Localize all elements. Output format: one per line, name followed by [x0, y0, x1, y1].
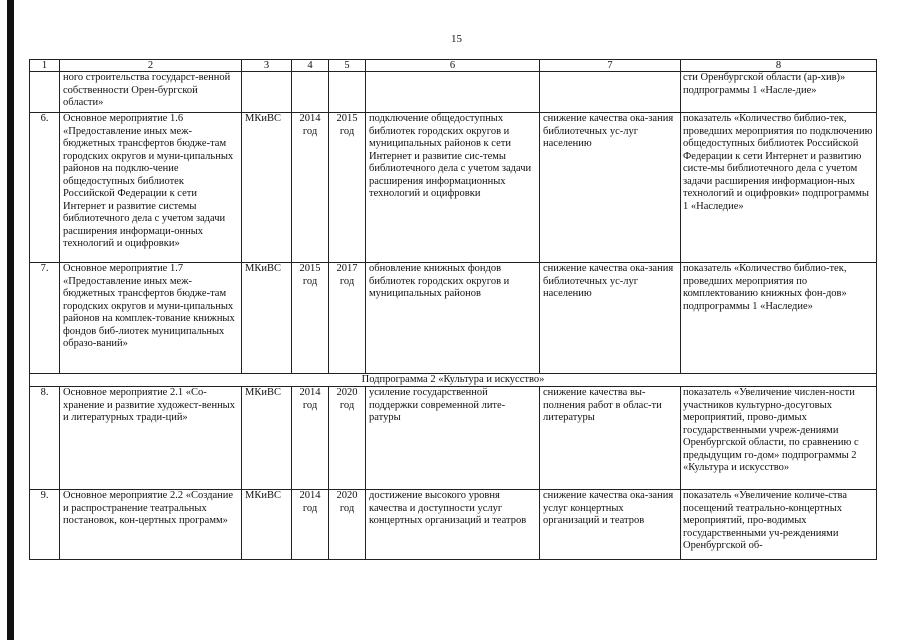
col-header: 5	[329, 60, 366, 72]
cell-result: обновление книжных фондов библиотек городских округов и муниципальных районов	[366, 263, 540, 374]
cell-end: 2017 год	[329, 263, 366, 374]
cell-number: 7.	[30, 263, 60, 374]
cell-measure: ного строительства государст-венной собственности Орен-бургской области»	[60, 72, 242, 113]
scan-edge-bar	[7, 0, 14, 640]
cell-start: 2014 год	[292, 387, 329, 490]
cell-number	[30, 72, 60, 113]
col-header: 2	[60, 60, 242, 72]
cell-executor: МКиВС	[242, 387, 292, 490]
cell-executor	[242, 72, 292, 113]
cell-end: 2020 год	[329, 387, 366, 490]
cell-result: усиление государственной поддержки современной лите-ратуры	[366, 387, 540, 490]
col-header: 4	[292, 60, 329, 72]
header-row	[30, 60, 877, 72]
cell-result	[366, 72, 540, 113]
subprogram-title: Подпрограмма 2 «Культура и искусство»	[30, 374, 877, 387]
cell-indicator: показатель «Увеличение числен-ности участников культурно-досуговых мероприятий, прово-димых государственными учреж-дениями Оренбургской области, по сравнению с предыдущим го-дом» подпрограммы 2 «Культура и искусство»	[681, 387, 877, 490]
cell-number: 6.	[30, 113, 60, 263]
table-row	[30, 263, 877, 374]
cell-indicator: показатель «Увеличение количе-ства посещений театрально-концертных мероприятий, про-водимых государственными уч-реждениями Оренбургской об-	[681, 490, 877, 560]
cell-end: 2015 год	[329, 113, 366, 263]
col-header: 3	[242, 60, 292, 72]
cell-executor: МКиВС	[242, 263, 292, 374]
subprogram-row	[30, 374, 877, 387]
page-number: 15	[451, 33, 462, 45]
cell-start: 2014 год	[292, 490, 329, 560]
cell-indicator: сти Оренбургской области (ар-хив)» подпрограммы 1 «Насле-дие»	[681, 72, 877, 113]
continuation-row	[30, 72, 877, 113]
cell-number: 9.	[30, 490, 60, 560]
cell-end: 2020 год	[329, 490, 366, 560]
col-header: 7	[540, 60, 681, 72]
cell-consequence	[540, 72, 681, 113]
cell-result: достижение высокого уровня качества и доступности услуг концертных организаций и театров	[366, 490, 540, 560]
cell-indicator: показатель «Количество библио-тек, проведших мероприятия по комплектованию книжных фон-дов» подпрограммы 1 «Наследие»	[681, 263, 877, 374]
cell-number: 8.	[30, 387, 60, 490]
col-header: 1	[30, 60, 60, 72]
cell-measure: Основное мероприятие 2.2 «Создание и распространение театральных постановок, кон-цертных программ»	[60, 490, 242, 560]
table-row	[30, 387, 877, 490]
cell-indicator: показатель «Количество библио-тек, проведших мероприятия по подключению общедоступных библиотек Российской Федерации к сети Интернет и развитию систе-мы библиотечного дела с учетом задачи расширения информацион-ных технологий и оцифровки» подпрограммы 1 «Наследие»	[681, 113, 877, 263]
cell-start: 2014 год	[292, 113, 329, 263]
cell-result: подключение общедоступных библиотек городских округов и муниципальных районов к сети Интернет и развитие сис-темы библиотечного дела с учетом задачи расширения информационных технологий и оцифровки	[366, 113, 540, 263]
cell-consequence: снижение качества ока-зания библиотечных ус-луг населению	[540, 113, 681, 263]
col-header: 8	[681, 60, 877, 72]
cell-executor: МКиВС	[242, 113, 292, 263]
cell-consequence: снижение качества ока-зания библиотечных ус-луг населению	[540, 263, 681, 374]
cell-executor: МКиВС	[242, 490, 292, 560]
col-header: 6	[366, 60, 540, 72]
cell-consequence: снижение качества вы-полнения работ в облас-ти литературы	[540, 387, 681, 490]
cell-measure: Основное мероприятие 1.6 «Предоставление иных меж-бюджетных трансфертов бюдже-там городских округов и муни-ципальных районов на подклю-чение общедоступных библиотек Российской Федерации к сети Интернет и развитие системы библиотечного дела с учетом задачи расширения информаци-онных технологий и оцифровки»	[60, 113, 242, 263]
cell-start: 2015 год	[292, 263, 329, 374]
table-row	[30, 490, 877, 560]
cell-start	[292, 72, 329, 113]
cell-measure: Основное мероприятие 1.7 «Предоставление иных меж-бюджетных трансфертов бюдже-там городских округов и муни-ципальных районов на комплек-тование книжных фондов биб-лиотек муниципальных образо-ваний»	[60, 263, 242, 374]
measures-table	[29, 59, 877, 560]
cell-consequence: снижение качества ока-зания услуг концертных организаций и театров	[540, 490, 681, 560]
cell-end	[329, 72, 366, 113]
cell-measure: Основное мероприятие 2.1 «Со-хранение и развитие художест-венных и литературных тради-ций»	[60, 387, 242, 490]
table-row	[30, 113, 877, 263]
